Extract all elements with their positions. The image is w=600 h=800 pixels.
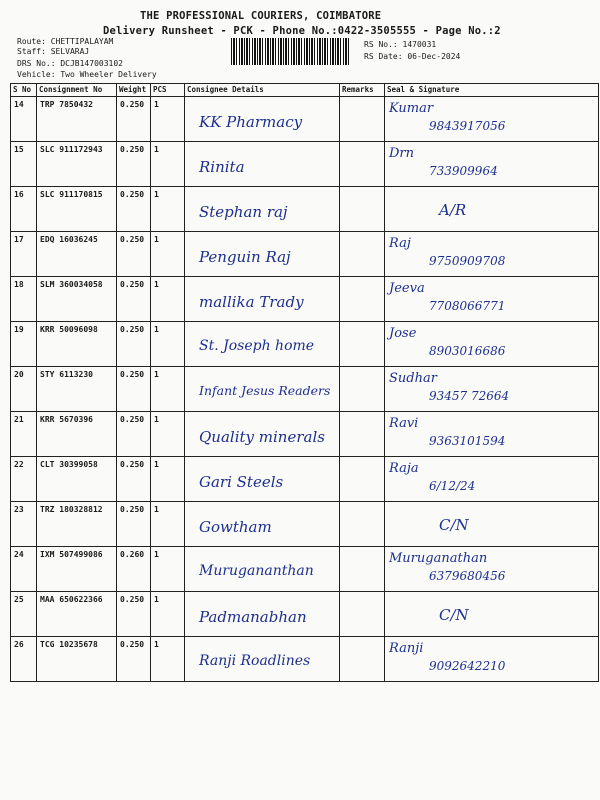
signature-mark: Jose xyxy=(389,326,417,341)
remarks-cell xyxy=(340,502,385,547)
col-header: Consignment No xyxy=(37,84,117,97)
consignment-number: EDQ 16036245 xyxy=(37,232,117,277)
pieces: 1 xyxy=(151,187,185,232)
signature-mark: Kumar xyxy=(389,101,434,116)
consignee-cell xyxy=(185,232,340,277)
signature-cell xyxy=(385,637,599,682)
weight: 0.250 xyxy=(117,502,151,547)
consignee-cell xyxy=(185,187,340,232)
signature-mark: Sudhar xyxy=(389,371,437,386)
weight: 0.250 xyxy=(117,637,151,682)
consignee-name: Murugananthan xyxy=(199,563,314,579)
signature-mark: Raj xyxy=(389,236,411,251)
weight: 0.250 xyxy=(117,322,151,367)
signature-cell xyxy=(385,142,599,187)
consignee-name: KK Pharmacy xyxy=(199,113,303,131)
remarks-cell xyxy=(340,142,385,187)
table-row xyxy=(11,592,599,637)
receiver-phone: 7708066771 xyxy=(429,299,506,313)
company-title: THE PROFESSIONAL COURIERS, COIMBATORE xyxy=(140,10,382,22)
table-row xyxy=(11,322,599,367)
serial-number: 14 xyxy=(11,97,37,142)
consignee-cell xyxy=(185,142,340,187)
consignment-number: SLC 911170815 xyxy=(37,187,117,232)
signature-cell xyxy=(385,232,599,277)
runsheet-subtitle: Delivery Runsheet - PCK - Phone No.:0422-3505555 - Page No.:2 xyxy=(103,25,501,37)
col-header: PCS xyxy=(151,84,185,97)
receiver-phone: 9750909708 xyxy=(429,254,506,268)
pieces: 1 xyxy=(151,97,185,142)
signature-mark: Raja xyxy=(389,461,419,476)
serial-number: 23 xyxy=(11,502,37,547)
signature-mark: Jeeva xyxy=(389,281,425,296)
consignee-name: Ranji Roadlines xyxy=(199,653,311,669)
signature-cell xyxy=(385,502,599,547)
pieces: 1 xyxy=(151,502,185,547)
consignee-name: Penguin Raj xyxy=(199,248,291,266)
consignment-number: KRR 50096098 xyxy=(37,322,117,367)
remarks-cell xyxy=(340,322,385,367)
receiver-phone: 9363101594 xyxy=(429,434,506,448)
signature-cell xyxy=(385,412,599,457)
signature-cell xyxy=(385,547,599,592)
pieces: 1 xyxy=(151,412,185,457)
pieces: 1 xyxy=(151,592,185,637)
col-header: Consignee Details xyxy=(185,84,340,97)
consignment-number: SLC 911172943 xyxy=(37,142,117,187)
receiver-phone: 733909964 xyxy=(429,164,498,178)
table-row xyxy=(11,457,599,502)
consignee-cell xyxy=(185,637,340,682)
remarks-cell xyxy=(340,547,385,592)
table-row xyxy=(11,367,599,412)
pieces: 1 xyxy=(151,637,185,682)
weight: 0.250 xyxy=(117,277,151,322)
consignee-name: Gowtham xyxy=(199,518,272,536)
weight: 0.250 xyxy=(117,367,151,412)
delivery-remark: A/R xyxy=(439,201,467,219)
delivery-remark: C/N xyxy=(439,516,469,534)
pieces: 1 xyxy=(151,142,185,187)
runsheet-table xyxy=(10,83,599,682)
staff-label: Staff: SELVARAJ xyxy=(17,47,90,56)
pieces: 1 xyxy=(151,547,185,592)
weight: 0.250 xyxy=(117,187,151,232)
consignee-name: Infant Jesus Readers xyxy=(199,383,331,398)
signature-cell xyxy=(385,322,599,367)
remarks-cell xyxy=(340,97,385,142)
signature-cell xyxy=(385,187,599,232)
receiver-phone: 6/12/24 xyxy=(429,479,476,493)
consignment-number: IXM 507499086 xyxy=(37,547,117,592)
table-row xyxy=(11,97,599,142)
weight: 0.250 xyxy=(117,457,151,502)
signature-cell xyxy=(385,367,599,412)
consignment-number: KRR 5670396 xyxy=(37,412,117,457)
consignee-cell xyxy=(185,457,340,502)
signature-cell xyxy=(385,97,599,142)
serial-number: 16 xyxy=(11,187,37,232)
remarks-cell xyxy=(340,232,385,277)
col-header: Weight xyxy=(117,84,151,97)
serial-number: 19 xyxy=(11,322,37,367)
consignee-name: Gari Steels xyxy=(199,473,284,491)
consignment-number: TCG 10235678 xyxy=(37,637,117,682)
consignee-cell xyxy=(185,412,340,457)
table-header-row xyxy=(11,84,599,97)
weight: 0.250 xyxy=(117,412,151,457)
serial-number: 21 xyxy=(11,412,37,457)
serial-number: 18 xyxy=(11,277,37,322)
vehicle-label: Vehicle: Two Wheeler Delivery xyxy=(17,70,157,79)
remarks-cell xyxy=(340,457,385,502)
remarks-cell xyxy=(340,277,385,322)
consignment-number: CLT 30399058 xyxy=(37,457,117,502)
delivery-remark: C/N xyxy=(439,606,469,624)
route-label: Route: CHETTIPALAYAM xyxy=(17,37,114,46)
serial-number: 25 xyxy=(11,592,37,637)
table-row xyxy=(11,277,599,322)
serial-number: 20 xyxy=(11,367,37,412)
remarks-cell xyxy=(340,412,385,457)
rs-number: RS No.: 1470031 xyxy=(364,40,437,49)
receiver-phone: 9092642210 xyxy=(429,659,506,673)
weight: 0.250 xyxy=(117,142,151,187)
table-row xyxy=(11,187,599,232)
weight: 0.250 xyxy=(117,232,151,277)
consignee-name: mallika Trady xyxy=(199,293,304,311)
receiver-phone: 8903016686 xyxy=(429,344,506,358)
serial-number: 26 xyxy=(11,637,37,682)
consignee-name: Padmanabhan xyxy=(199,608,307,626)
signature-mark: Ranji xyxy=(389,641,424,656)
serial-number: 17 xyxy=(11,232,37,277)
remarks-cell xyxy=(340,592,385,637)
table-row xyxy=(11,547,599,592)
signature-mark: Ravi xyxy=(389,416,419,431)
serial-number: 22 xyxy=(11,457,37,502)
consignment-number: SLM 360034058 xyxy=(37,277,117,322)
signature-mark: Drn xyxy=(389,146,415,161)
consignee-cell xyxy=(185,367,340,412)
rs-date: RS Date: 06-Dec-2024 xyxy=(364,52,461,61)
table-row xyxy=(11,502,599,547)
weight: 0.260 xyxy=(117,547,151,592)
consignment-number: TRZ 180328812 xyxy=(37,502,117,547)
signature-cell xyxy=(385,457,599,502)
table-row xyxy=(11,142,599,187)
receiver-phone: 6379680456 xyxy=(429,569,506,583)
pieces: 1 xyxy=(151,367,185,412)
drs-label: DRS No.: DCJB147003102 xyxy=(17,59,123,68)
consignment-number: STY 6113230 xyxy=(37,367,117,412)
consignee-name: Quality minerals xyxy=(199,428,325,446)
consignee-name: St. Joseph home xyxy=(199,338,315,354)
consignee-cell xyxy=(185,592,340,637)
consignee-cell xyxy=(185,322,340,367)
signature-mark: Muruganathan xyxy=(389,551,488,566)
col-header: S No xyxy=(11,84,37,97)
weight: 0.250 xyxy=(117,97,151,142)
col-header: Remarks xyxy=(340,84,385,97)
pieces: 1 xyxy=(151,322,185,367)
consignment-number: TRP 7850432 xyxy=(37,97,117,142)
weight: 0.250 xyxy=(117,592,151,637)
table-row xyxy=(11,232,599,277)
consignee-name: Rinita xyxy=(199,158,245,176)
barcode-image xyxy=(231,38,350,65)
receiver-phone: 9843917056 xyxy=(429,119,506,133)
col-header: Seal & Signature xyxy=(385,84,599,97)
signature-cell xyxy=(385,277,599,322)
pieces: 1 xyxy=(151,277,185,322)
consignee-cell xyxy=(185,97,340,142)
receiver-phone: 93457 72664 xyxy=(429,389,510,403)
consignment-number: MAA 650622366 xyxy=(37,592,117,637)
remarks-cell xyxy=(340,187,385,232)
table-row xyxy=(11,412,599,457)
consignee-cell xyxy=(185,547,340,592)
signature-cell xyxy=(385,592,599,637)
pieces: 1 xyxy=(151,457,185,502)
consignee-cell xyxy=(185,502,340,547)
consignee-cell xyxy=(185,277,340,322)
table-row xyxy=(11,637,599,682)
remarks-cell xyxy=(340,367,385,412)
serial-number: 15 xyxy=(11,142,37,187)
pieces: 1 xyxy=(151,232,185,277)
serial-number: 24 xyxy=(11,547,37,592)
consignee-name: Stephan raj xyxy=(199,203,288,221)
remarks-cell xyxy=(340,637,385,682)
